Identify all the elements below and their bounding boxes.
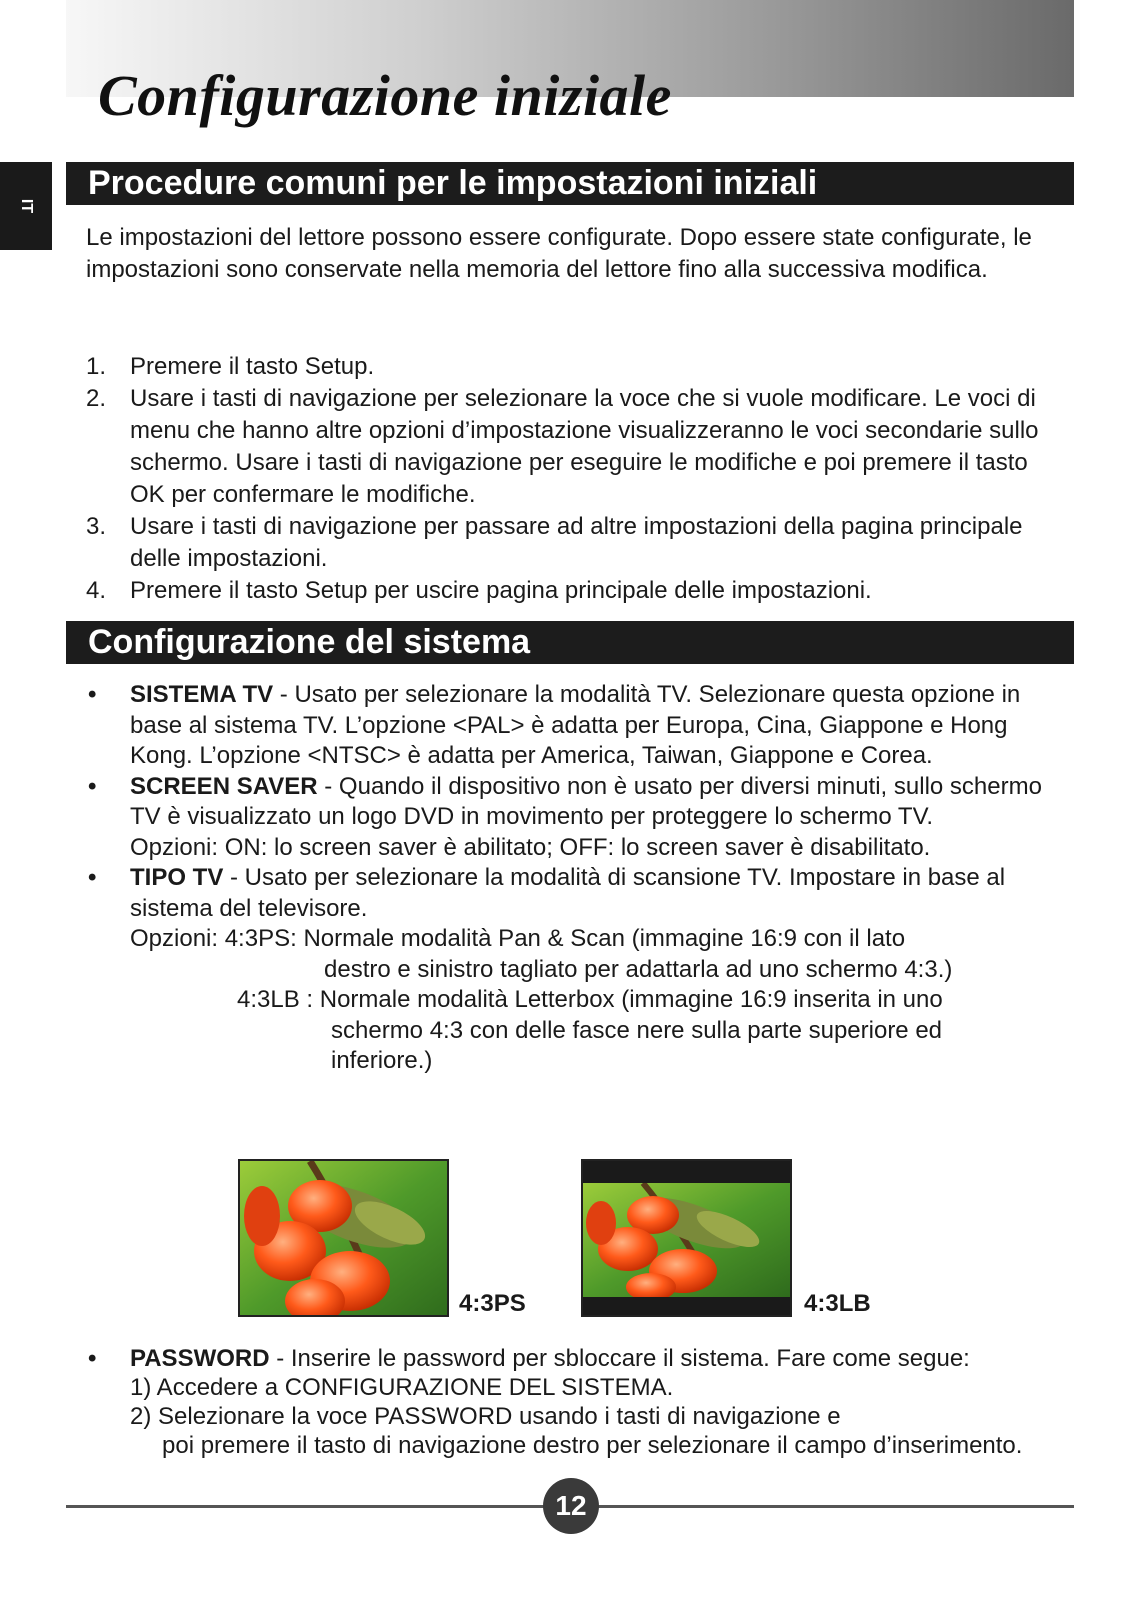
flower-illustration-letterbox <box>583 1161 792 1317</box>
password-step-1: 1) Accedere a CONFIGURAZIONE DEL SISTEMA. <box>130 1374 674 1401</box>
letterbox-label: 4:3LB <box>804 1290 871 1317</box>
intro-paragraph: Le impostazioni del lettore possono essere configurate. Dopo essere state configurate, le impostazioni sono conservate nella memoria del lettore fino alla successiva modifica. <box>86 224 1032 283</box>
language-tab <box>0 162 52 250</box>
page-number: 12 <box>543 1478 599 1534</box>
step-text: Premere il tasto Setup per uscire pagina principale delle impostazioni. <box>130 577 872 604</box>
desc-screen-saver: - Quando il dispositivo non è usato per diversi minuti, sullo schermo TV è visualizzato un logo DVD in movimento per proteggere lo schermo TV. <box>130 772 1042 830</box>
bullet-icon: • <box>88 772 97 800</box>
list-item-tipo-tv <box>86 863 1066 1077</box>
bullet-icon: • <box>88 681 97 708</box>
language-tab-label: IT <box>18 198 35 214</box>
section-heading-procedures: Procedure comuni per le impostazioni iniziali <box>66 162 1074 205</box>
options-prefix: Opzioni: 4:3PS: <box>130 925 304 952</box>
flower-illustration <box>240 1161 449 1317</box>
lb-description-line1: Normale modalità Letterbox (immagine 16:9 inserita in uno <box>319 986 943 1013</box>
steps-list <box>86 351 1046 607</box>
options-screen-saver: Opzioni: ON: lo screen saver è abilitato; OFF: lo screen saver è disabilitato. <box>130 833 931 861</box>
password-step-2: 2) Selezionare la voce PASSWORD usando i tasti di navigazione e <box>130 1403 841 1430</box>
bullet-icon: • <box>88 864 97 891</box>
bullet-icon: • <box>88 1345 97 1372</box>
term-screen-saver: SCREEN SAVER <box>130 772 318 800</box>
list-item <box>86 511 1046 575</box>
page-title: Configurazione iniziale <box>98 63 672 128</box>
ps-description-line1: Normale modalità Pan & Scan (immagine 16:9 con il lato <box>303 925 906 952</box>
step-number: 1. <box>86 353 107 380</box>
password-list <box>86 1344 1086 1460</box>
step-text: Usare i tasti di navigazione per passare ad altre impostazioni della pagina principale delle impostazioni. <box>130 513 1023 572</box>
list-item-password <box>86 1344 1086 1460</box>
lb-prefix: 4:3LB : <box>237 986 320 1013</box>
pan-scan-label: 4:3PS <box>459 1290 526 1317</box>
list-item <box>86 575 1046 607</box>
step-number: 3. <box>86 513 107 540</box>
list-item-sistema-tv <box>86 680 1066 772</box>
step-number: 4. <box>86 577 107 604</box>
section-heading-system: Configurazione del sistema <box>66 621 1074 664</box>
ps-description-line2: destro e sinistro tagliato per adattarla ad uno schermo 4:3.) <box>324 955 953 983</box>
settings-list <box>86 680 1066 1077</box>
pan-scan-image <box>238 1159 449 1317</box>
term-password: PASSWORD <box>130 1345 270 1372</box>
list-item <box>86 351 1046 383</box>
lb-description-line2: schermo 4:3 con delle fasce nere sulla parte superiore ed <box>331 1016 943 1044</box>
step-number: 2. <box>86 385 107 412</box>
list-item <box>86 383 1046 511</box>
lb-description-line3: inferiore.) <box>331 1047 433 1074</box>
desc-password: - Inserire le password per sbloccare il sistema. Fare come segue: <box>269 1345 970 1372</box>
desc-tipo-tv: - Usato per selezionare la modalità di scansione TV. Impostare in base al sistema del televisore. <box>130 864 1006 922</box>
desc-sistema-tv: - Usato per selezionare la modalità TV. Selezionare questa opzione in base al sistema TV. L’opzione <PAL> è adatta per Europa, Cina, Giappone e Hong Kong. L’opzione <NTSC> è adatta per America, Taiwan, Giappone e Corea. <box>130 681 1021 769</box>
step-text: Usare i tasti di navigazione per selezionare la voce che si vuole modificare. Le voci di menu che hanno altre opzioni d’impostazione visualizzeranno le voci secondarie sullo schermo. Usare i tasti di navigazione per eseguire le modifiche e poi premere il tasto OK per confermare le modifiche. <box>130 385 1039 508</box>
password-step-2-continued: poi premere il tasto di navigazione destro per selezionare il campo d’inserimento. <box>162 1432 1023 1459</box>
term-sistema-tv: SISTEMA TV <box>130 681 274 708</box>
letterbox-image <box>581 1159 792 1317</box>
list-item-screen-saver <box>86 772 1066 864</box>
step-text: Premere il tasto Setup. <box>130 353 375 380</box>
term-tipo-tv: TIPO TV <box>130 864 224 891</box>
